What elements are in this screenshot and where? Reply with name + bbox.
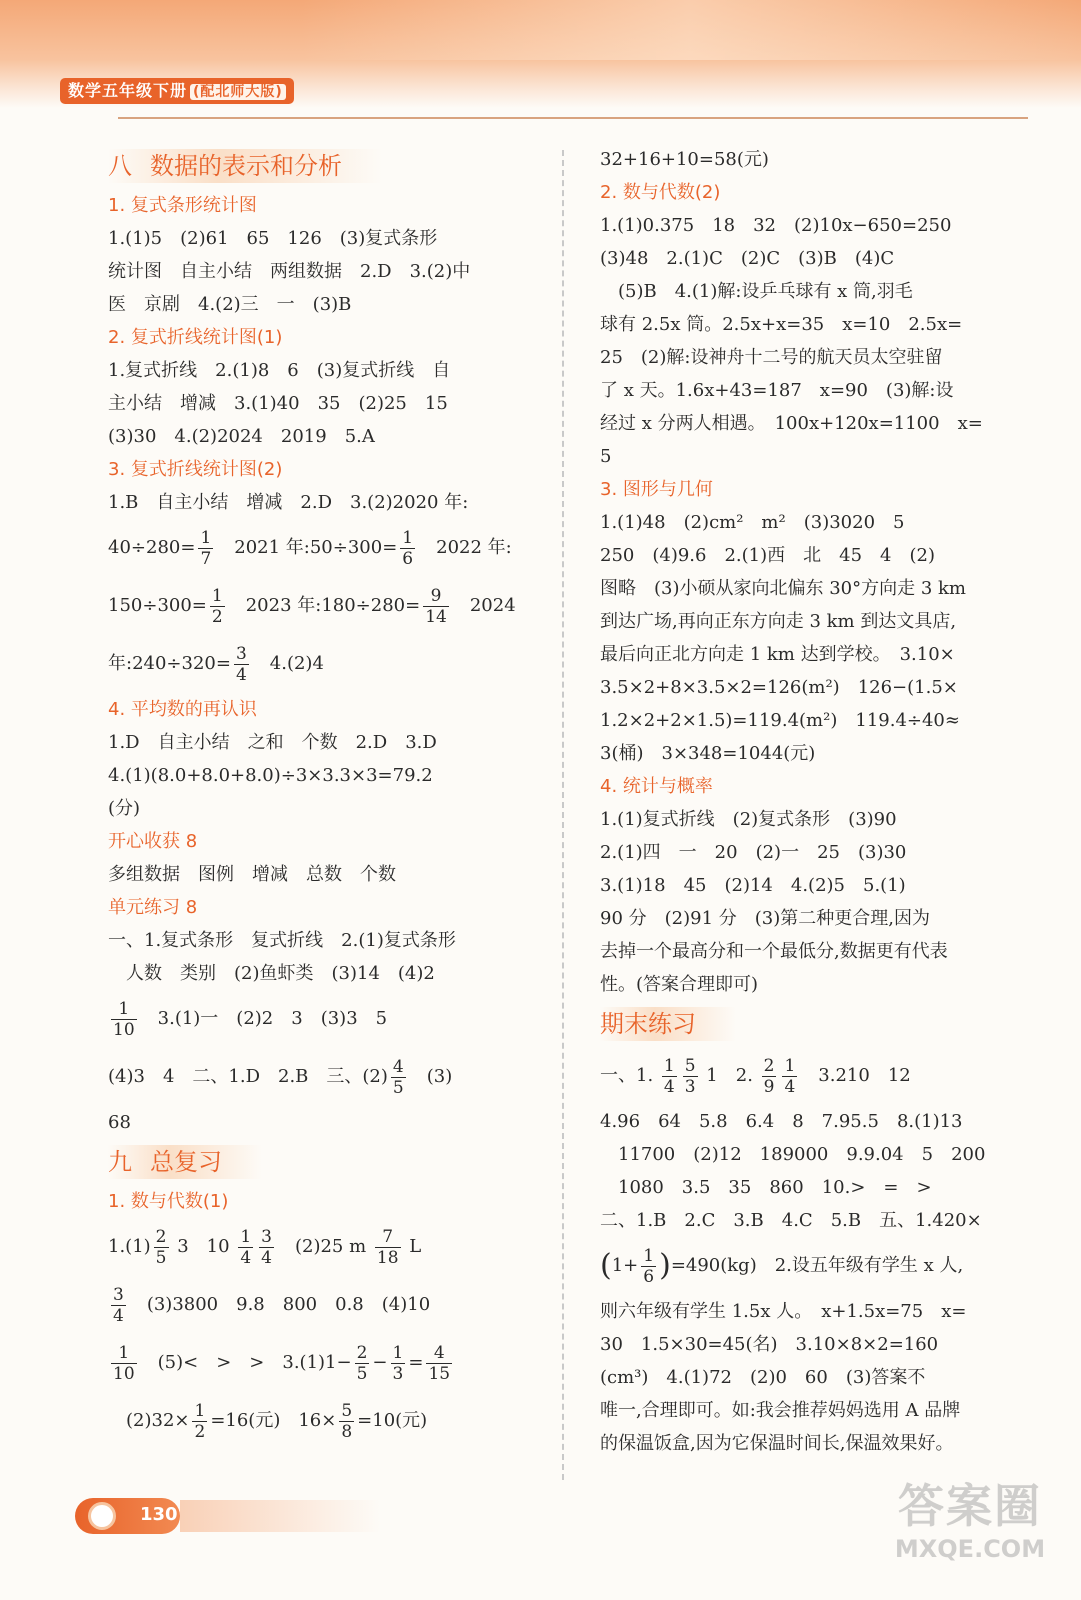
fraction (423, 586, 449, 627)
answer-text: 40÷280= (108, 537, 196, 558)
answer-line: 1.(1)48 (2)cm² m² (3)3020 5 (600, 512, 905, 533)
answer-line: 性。(答案合理即可) (600, 974, 759, 995)
numerator: 2 (763, 1055, 775, 1076)
answer-text: L (403, 1236, 422, 1257)
numerator: 1 (392, 1342, 404, 1363)
section-title: 1. 数与代数(1) (108, 1191, 229, 1212)
answer-text: 年:240÷320= (108, 653, 231, 674)
watermark-url: MXQE.COM (894, 1535, 1046, 1563)
answer-text: 3.210 12 (800, 1065, 911, 1086)
denominator: 18 (376, 1247, 399, 1268)
fraction (355, 1343, 370, 1384)
answer-line: 250 (4)9.6 2.(1)西 北 45 4 (2) (600, 545, 936, 566)
numerator: 1 (784, 1055, 796, 1076)
numerator: 1 (240, 1226, 252, 1247)
answer-line: 的保温饭盒,因为它保温时间长,保温效果好。 (600, 1433, 954, 1454)
denominator: 5 (392, 1077, 404, 1098)
denominator: 8 (341, 1421, 353, 1442)
fraction (391, 1057, 406, 1098)
numerator: 2 (356, 1342, 368, 1363)
answer-text: (3)3800 9.8 800 0.8 (4)10 (128, 1294, 431, 1315)
numerator: 1 (111, 1343, 137, 1364)
denominator: 15 (428, 1363, 451, 1384)
answer-line: 经过 x 分两人相遇。 100x+120x=1100 x= (600, 413, 983, 434)
answer-line: 90 分 (2)91 分 (3)第二种更合理,因为 (600, 908, 930, 929)
fraction (339, 1401, 354, 1442)
section-title: 开心收获 8 (108, 831, 198, 852)
answer-text: 2024 (451, 595, 516, 616)
answer-line (108, 577, 532, 635)
answer-line (108, 1218, 532, 1276)
answer-text: 3.(1)一 (2)2 3 (3)3 5 (139, 1008, 388, 1029)
chapter-8-number: 八 (108, 152, 132, 180)
answer-line: 二、1.B 2.C 3.B 4.C 5.B 五、1.420× (600, 1210, 982, 1231)
answer-line: 68 (108, 1112, 131, 1133)
fraction (641, 1246, 656, 1287)
watermark-text: 答案圈 (898, 1479, 1042, 1533)
answer-text: 150÷300= (108, 595, 207, 616)
numerator: 3 (235, 643, 247, 664)
answer-text: 2021 年:50÷300= (216, 537, 398, 558)
answer-line (108, 1048, 532, 1106)
answer-line: 则六年级有学生 1.5x 人。 x+1.5x=75 x= (600, 1301, 967, 1322)
footer-decoration (180, 1500, 380, 1532)
numerator: 1 (663, 1055, 675, 1076)
answer-line: (cm³) 4.(1)72 (2)0 60 (3)答案不 (600, 1367, 926, 1388)
answer-text: 4.(2)4 (251, 653, 324, 674)
section-title: 3. 图形与几何 (600, 479, 713, 500)
answer-line (108, 1276, 532, 1334)
denominator: 5 (155, 1247, 167, 1268)
answer-text: =10(元) (357, 1410, 428, 1431)
answer-line: 1080 3.5 35 860 10.> = > (600, 1177, 932, 1198)
denominator: 10 (113, 1363, 135, 1384)
answer-line: 30 1.5×30=45(名) 3.10×8×2=160 (600, 1334, 939, 1355)
answer-text: 一、1. (600, 1065, 659, 1086)
answer-line: 3.5×2+8×3.5×2=126(m²) 126−(1.5× (600, 677, 958, 698)
answer-text: 1+ (611, 1255, 639, 1276)
answer-text: (2)25 m (276, 1236, 372, 1257)
section-title: 4. 统计与概率 (600, 776, 713, 797)
denominator: 4 (663, 1076, 675, 1097)
right-column (600, 143, 1020, 1460)
section-title: 4. 平均数的再认识 (108, 699, 257, 720)
chapter-9-heading (108, 1145, 262, 1179)
fraction (375, 1227, 401, 1268)
fraction (154, 1227, 169, 1268)
answer-line: 3(桶) 3×348=1044(元) (600, 743, 816, 764)
numerator: 1 (643, 1245, 655, 1266)
fraction (259, 1227, 274, 1268)
answer-line: 3.(1)18 45 (2)14 4.(2)5 5.(1) (600, 875, 906, 896)
left-column (108, 143, 532, 1450)
numerator: 4 (426, 1343, 452, 1364)
answer-line: 最后向正北方向走 1 km 达到学校。 3.10× (600, 644, 955, 665)
denominator: 2 (194, 1421, 206, 1442)
denominator: 10 (113, 1019, 135, 1040)
fraction (391, 1343, 406, 1384)
answer-text: (4)3 4 二、1.D 2.B 三、(2) (108, 1066, 388, 1087)
answer-line: 5 (600, 446, 612, 467)
numerator: 2 (155, 1226, 167, 1247)
page-number: 130 (140, 1504, 178, 1525)
answer-line: 25 (2)解:设神舟十二号的航天员太空驻留 (600, 347, 943, 368)
watermark-logo (875, 1478, 1065, 1588)
fraction (683, 1056, 698, 1097)
answer-text: − (372, 1352, 388, 1373)
denominator: 4 (240, 1247, 252, 1268)
book-title: 数学五年级下册 (68, 81, 188, 100)
fraction (111, 1285, 126, 1326)
answer-text: =16(元) 16× (210, 1410, 337, 1431)
answer-line: 多组数据 图例 增减 总数 个数 (108, 864, 396, 885)
answer-line: 人数 类别 (2)鱼虾类 (3)14 (4)2 (108, 963, 435, 984)
denominator: 4 (235, 664, 247, 685)
answer-line (600, 1237, 1020, 1295)
answer-line (108, 1392, 532, 1450)
answer-line: 去掉一个最高分和一个最低分,数据更有代表 (600, 941, 948, 962)
numerator: 4 (392, 1056, 404, 1077)
denominator: 6 (643, 1266, 655, 1287)
numerator: 3 (261, 1226, 272, 1247)
answer-text: (5)< > > 3.(1)1− (139, 1352, 352, 1373)
fraction (234, 644, 249, 685)
denominator: 4 (261, 1247, 272, 1268)
answer-line: 到达广场,再向正东方向走 3 km 到达文具店, (600, 611, 957, 632)
answer-line: 1.(1)0.375 18 32 (2)10x−650=250 (600, 215, 952, 236)
numerator: 9 (423, 586, 449, 607)
section-title: 1. 复式条形统计图 (108, 195, 257, 216)
fraction (192, 1401, 207, 1442)
answer-line: 医 京剧 4.(2)三 一 (3)B (108, 294, 352, 315)
answer-line: 11700 (2)12 189000 9.9.04 5 200 (600, 1144, 986, 1165)
fraction (198, 528, 213, 569)
answer-text: 3 10 (171, 1236, 236, 1257)
paren-close: ) (659, 1248, 671, 1283)
answer-text: =490(kg) 2.设五年级有学生 x 人, (670, 1255, 964, 1276)
fraction (210, 586, 225, 627)
answer-line (108, 635, 532, 693)
section-title: 3. 复式折线统计图(2) (108, 459, 283, 480)
fraction (111, 999, 137, 1040)
numerator: 1 (211, 585, 223, 606)
page-tab-circle-icon (88, 1502, 116, 1530)
answer-line: 统计图 自主小结 两组数据 2.D 3.(2)中 (108, 261, 471, 282)
answer-line: 图略 (3)小硕从家向北偏东 30°方向走 3 km (600, 578, 966, 599)
numerator: 1 (402, 527, 414, 548)
header-rule (118, 117, 1028, 119)
fraction (111, 1343, 137, 1384)
answer-line: 1.(1)复式折线 (2)复式条形 (3)90 (600, 809, 897, 830)
final-practice-heading: 期末练习 (600, 1007, 736, 1041)
answer-line: (5)B 4.(1)解:设乒乓球有 x 筒,羽毛 (600, 281, 913, 302)
fraction (400, 528, 415, 569)
answer-line: 4.(1)(8.0+8.0+8.0)÷3×3.3×3=79.2 (108, 765, 433, 786)
numerator: 5 (341, 1400, 353, 1421)
numerator: 1 (111, 999, 137, 1020)
answer-line (108, 990, 532, 1048)
answer-text: (2)32× (108, 1410, 190, 1431)
answer-line: 1.B 自主小结 增减 2.D 3.(2)2020 年: (108, 492, 469, 513)
answer-text: 1 2. (700, 1065, 759, 1086)
answer-line (108, 1334, 532, 1392)
denominator: 4 (784, 1076, 796, 1097)
fraction (662, 1056, 677, 1097)
answer-text: = (408, 1352, 424, 1373)
answer-line: (3)30 4.(2)2024 2019 5.A (108, 426, 375, 447)
denominator: 3 (684, 1076, 696, 1097)
fraction (238, 1227, 253, 1268)
answer-line: 2.(1)四 一 20 (2)一 25 (3)30 (600, 842, 907, 863)
header-decoration (300, 0, 1081, 60)
answer-line: 球有 2.5x 筒。2.5x+x=35 x=10 2.5x= (600, 314, 963, 335)
answer-text: 2023 年:180÷280= (227, 595, 421, 616)
chapter-9-title: 总复习 (150, 1148, 222, 1176)
paren-open: ( (600, 1248, 612, 1283)
answer-text: 1.(1) (108, 1236, 151, 1257)
answer-line: 主小结 增减 3.(1)40 35 (2)25 15 (108, 393, 448, 414)
fraction (782, 1056, 797, 1097)
chapter-9-number: 九 (108, 1148, 132, 1176)
answer-line: 32+16+10=58(元) (600, 149, 769, 170)
book-edition: (配北师大版) (190, 84, 286, 100)
answer-line: 1.2×2+2×1.5)=119.4(m²) 119.4÷40≈ (600, 710, 960, 731)
answer-line (600, 1047, 1020, 1105)
answer-line: 1.(1)5 (2)61 65 126 (3)复式条形 (108, 228, 438, 249)
numerator: 5 (684, 1055, 696, 1076)
denominator: 14 (425, 606, 447, 627)
denominator: 3 (392, 1363, 404, 1384)
fraction (426, 1343, 452, 1384)
answer-line: 一、1.复式条形 复式折线 2.(1)复式条形 (108, 930, 456, 951)
denominator: 2 (211, 606, 223, 627)
numerator: 1 (194, 1400, 206, 1421)
numerator: 3 (113, 1284, 124, 1305)
section-title: 2. 数与代数(2) (600, 182, 721, 203)
denominator: 6 (402, 548, 414, 569)
answer-line (108, 519, 532, 577)
answer-line: (3)48 2.(1)C (2)C (3)B (4)C (600, 248, 895, 269)
answer-line: (分) (108, 798, 141, 819)
denominator: 7 (200, 548, 212, 569)
answer-line: 了 x 天。1.6x+43=187 x=90 (3)解:设 (600, 380, 954, 401)
fraction (762, 1056, 777, 1097)
denominator: 4 (113, 1305, 124, 1326)
numerator: 1 (200, 527, 212, 548)
book-title-tag (60, 78, 294, 104)
numerator: 7 (375, 1227, 401, 1248)
answer-text: 2022 年: (418, 537, 512, 558)
answer-line: 4.96 64 5.8 6.4 8 7.95.5 8.(1)13 (600, 1111, 963, 1132)
section-title: 2. 复式折线统计图(1) (108, 327, 283, 348)
answer-text: (3) (408, 1066, 453, 1087)
section-title: 单元练习 8 (108, 897, 198, 918)
answer-line: 唯一,合理即可。如:我会推荐妈妈选用 A 品牌 (600, 1400, 961, 1421)
answer-line: 1.复式折线 2.(1)8 6 (3)复式折线 自 (108, 360, 451, 381)
denominator: 9 (763, 1076, 775, 1097)
answer-line: 1.D 自主小结 之和 个数 2.D 3.D (108, 732, 437, 753)
denominator: 5 (356, 1363, 368, 1384)
chapter-8-heading (108, 149, 382, 183)
column-divider (562, 150, 564, 1480)
chapter-8-title: 数据的表示和分析 (150, 152, 342, 180)
